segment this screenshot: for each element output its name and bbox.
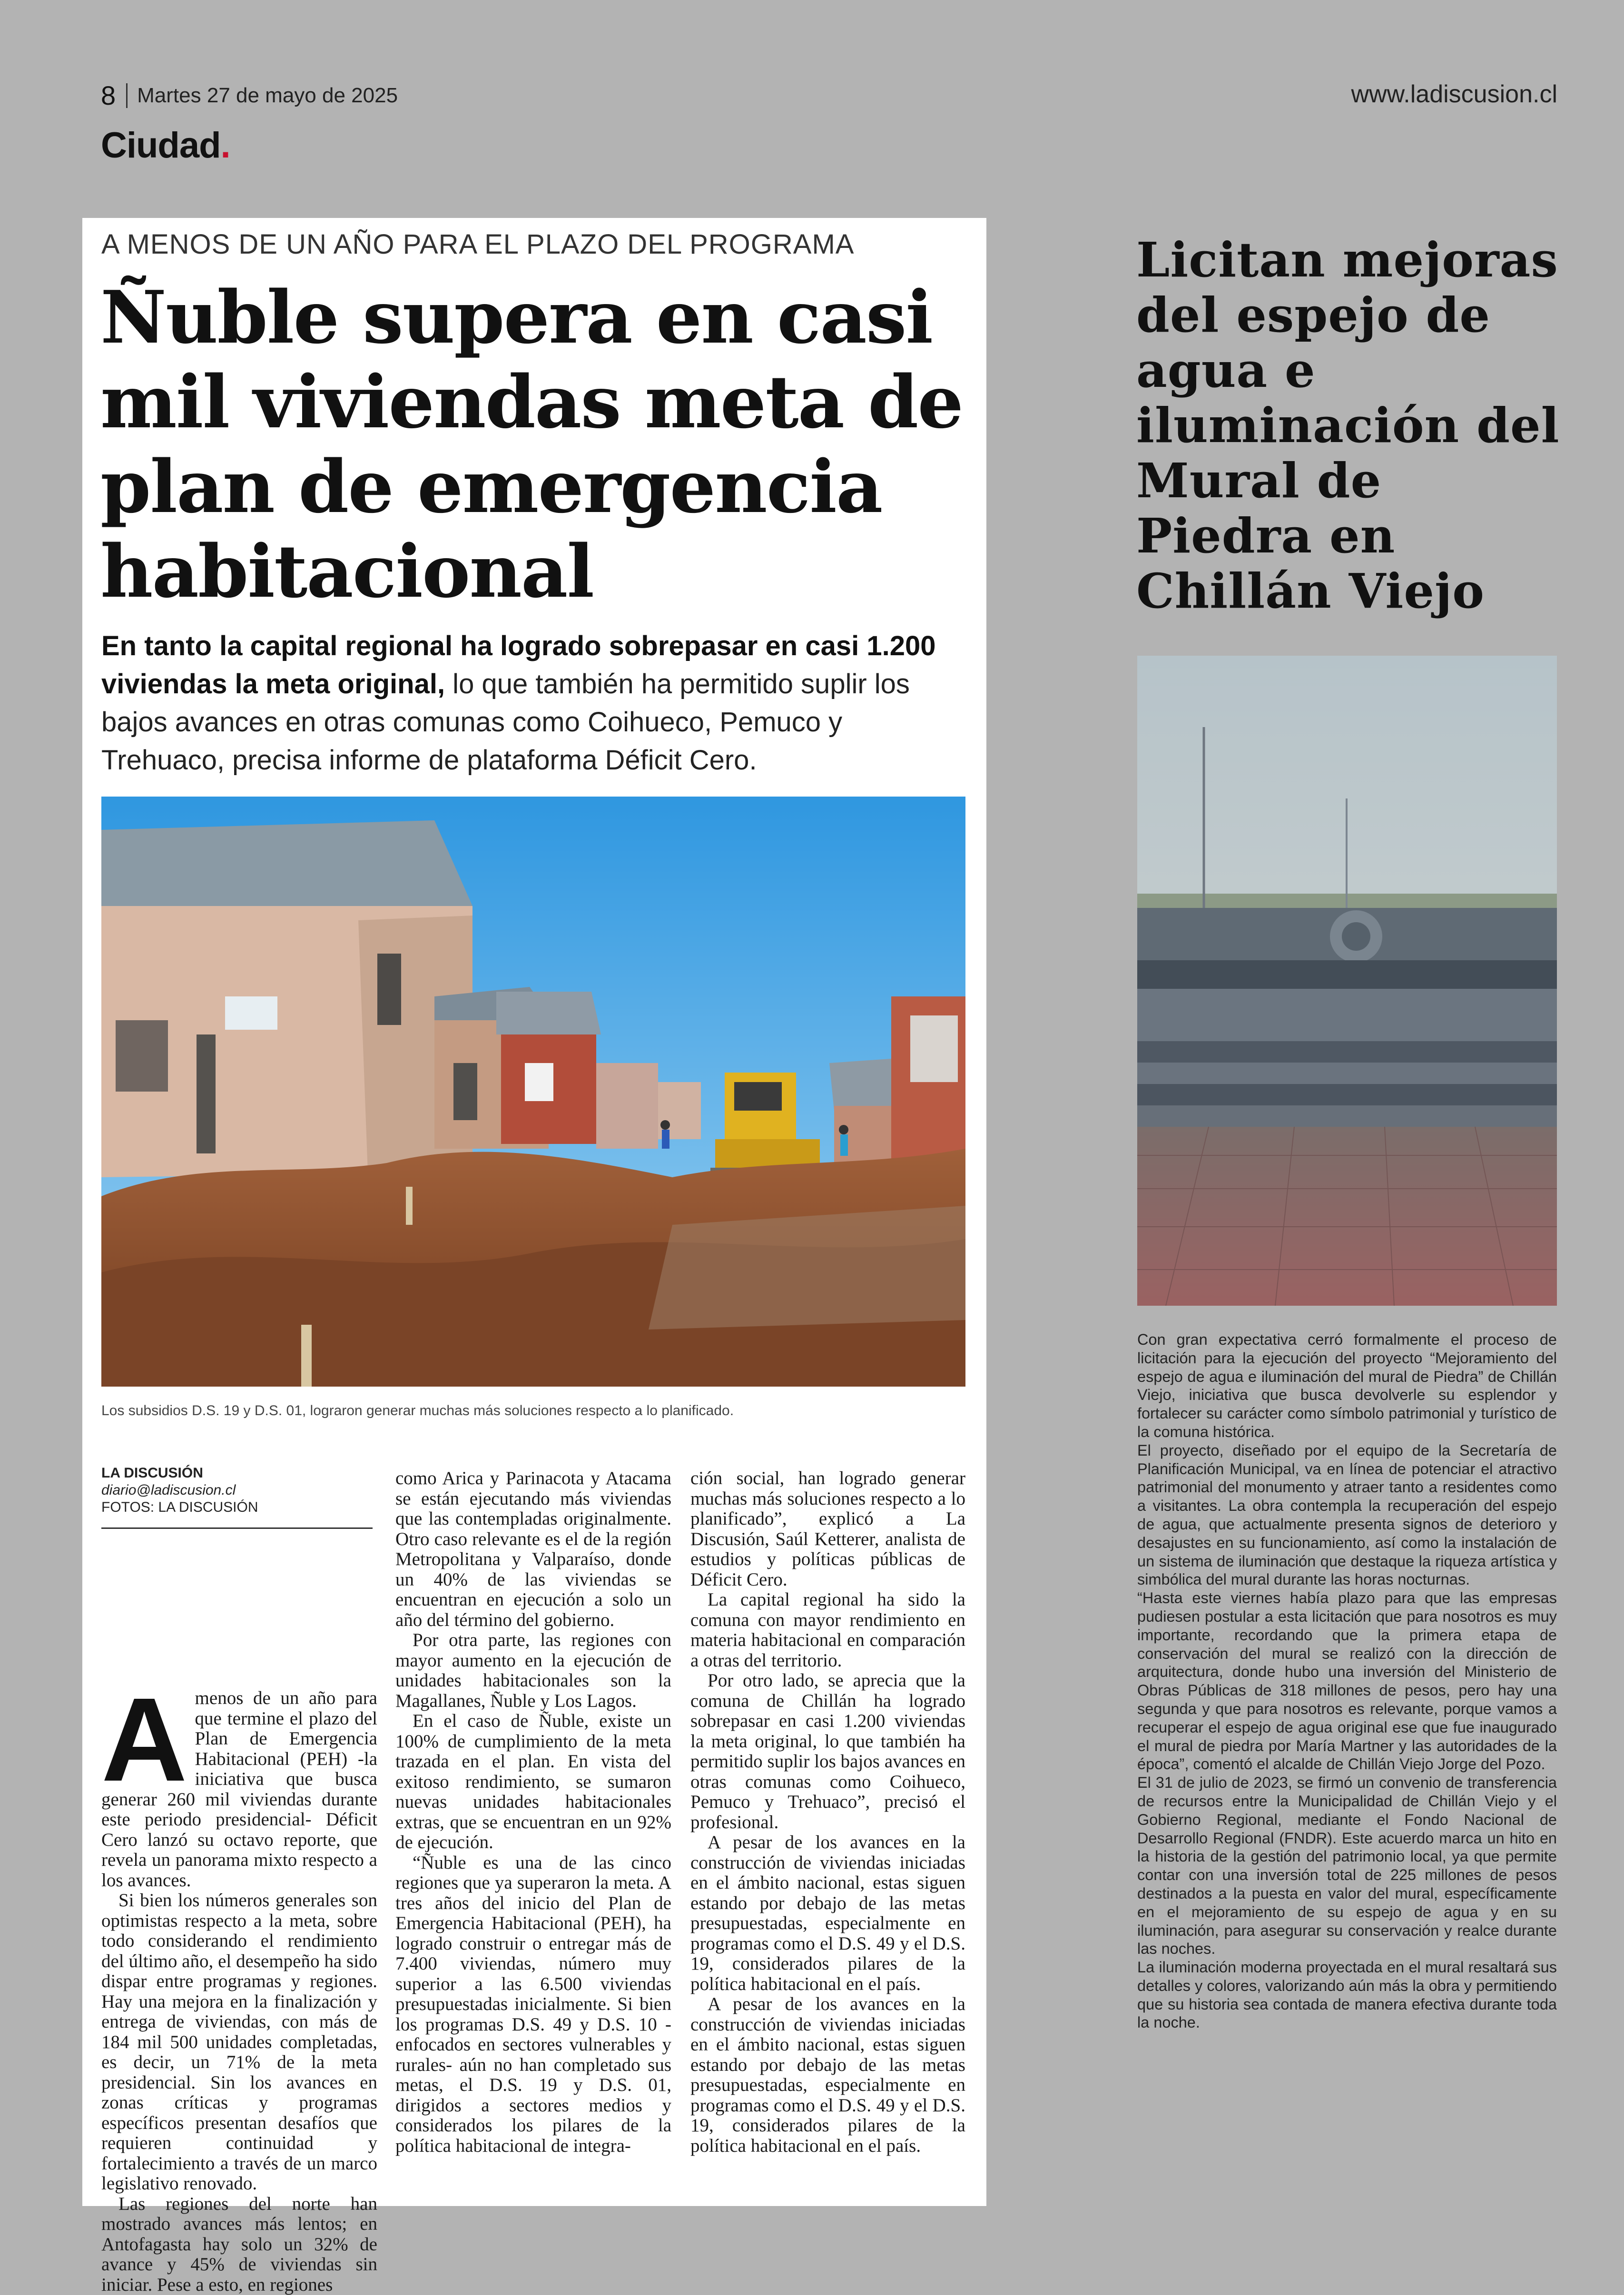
paragraph: El proyecto, diseñado por el equipo de la Secretaría de Planificación Municipal, va en línea de potenciar el atractivo patrimonial del monumento y atraer tanto a residentes como a visitantes. La obra contempla la recuperación del espejo de agua, que actualmente presenta signos de deterioro y desajustes en su funcionamiento, así como la instalación de un sistema de iluminación que destaque la riqueza artística y simbólica del mural durante las horas nocturnas. [1137,1441,1557,1589]
paragraph: “Ñuble es una de las cinco regiones que ya superaron la meta. A tres años del inicio del Plan de Emergencia Habitacional (PEH), ha logrado construir o entregar más de 7.400 viviendas, número muy superior a las 6.500 viviendas presupuestadas inicialmente. Si bien los programas D.S. 49 y D.S. 10 -enfocados en sectores vulnerables y rurales- aún no han completado sus metas, el D.S. 19 y D.S. 01, dirigidos a sectores medios y considerados los pilares de la política habitacional de integra- [395,1853,671,2157]
dek-bold: En tanto la capital regional ha logrado sobrepasar en casi 1.200 viviendas la meta original, [101,630,935,699]
site-url: www.ladiscusion.cl [1351,80,1558,108]
paragraph: “Hasta este viernes había plazo para que las empresas pudiesen postular a esta licitación que para nosotros es muy importante, recordando que la primera etapa de conservación del mural se realizó con la dirección de arquitectura, donde hubo una inversión del Ministerio de Obras Públicas de 318 millones de pesos, pero hay una segunda y que para nosotros es relevante, porque vamos a recuperar el espejo de agua original ese que fue inaugurado el mural de piedra por María Martner y las autoridades de la época”, comentó el alcalde de Chillán Viejo Jorge del Pozo. [1137,1589,1557,1773]
drop-cap: A [101,1692,187,1787]
paragraph: El 31 de julio de 2023, se firmó un convenio de transferencia de recursos entre la Municipalidad de Chillán Viejo y el Gobierno Regional, mediante el Fondo Nacional de Desarrollo Regional (FNDR). Este acuerdo marca un hito en la historia de la gestión del patrimonio local, ya que permite contar con una inversión total de 225 millones de pesos destinados a la puesta en valor del mural, específicamente en el mejoramiento de su espejo de agua y en su iluminación, para asegurar su conservación y realce durante las noches. [1137,1773,1557,1958]
paragraph: Las regiones del norte han mostrado avances más lentos; en Antofagasta hay solo un 32% de avance y 45% de viviendas sin iniciar. Pese a esto, en regiones [101,2194,377,2295]
issue-date: Martes 27 de mayo de 2025 [137,84,398,108]
byline-email: diario@ladiscusion.cl [101,1482,373,1499]
paragraph: Por otro lado, se aprecia que la comuna de Chillán ha logrado sobrepasar en casi 1.200 viviendas la meta original, lo que también ha permitido suplir los bajos avances en otras comunas como Coihueco, Pemuco y Trehuaco”, precisó el profesional. [690,1671,965,1832]
paragraph: La capital regional ha sido la comuna con mayor rendimiento en materia habitacional en comparación a otras del territorio. [690,1590,965,1671]
paragraph: A pesar de los avances en la construcción de viviendas iniciadas en el ámbito nacional, estas siguen estando por debajo de las metas presupuestadas, especialmente en programas como el D.S. 49 y el D.S. 19, considerados pilares de la política habitacional en el país. [690,1994,965,2156]
paragraph: Si bien los números generales son optimistas respecto a la meta, sobre todo considerando el rendimiento del último año, el desempeño ha sido dispar entre programas y regiones. Hay una mejora en la finalización y entrega de viviendas, con más de 184 mil 500 unidades completadas, es decir, un 71% de la meta presidencial. Sin los avances en zonas críticas y programas específicos presentan desafíos que requieren continuidad y fortalecimiento a través de un marco legislativo renovado. [101,1891,377,2194]
paragraph: Por otra parte, las regiones con mayor aumento en la ejecución de unidades habitacionales son la Magallanes, Ñuble y Los Lagos. [395,1630,671,1711]
paragraph: A pesar de los avances en la construcción de viviendas iniciadas en el ámbito nacional, estas siguen estando por debajo de las metas presupuestadas, especialmente en programas como el D.S. 49 y el D.S. 19, considerados pilares de la política habitacional en el país. [690,1832,965,1994]
paragraph: Amenos de un año para que termine el plazo del Plan de Emergencia Habitacional (PEH) -la iniciativa que busca generar 260 mil viviendas durante este periodo presidencial- Déficit Cero lanzó su octavo reporte, que revela un panorama mixto respecto a los avances. [101,1688,377,1891]
housing-construction-photo [101,797,965,1387]
paragraph: En el caso de Ñuble, existe un 100% de cumplimiento de la meta trazada en el plan. En vista del exitoso rendimiento, se sumaron nuevas unidades habitacionales extras, que se encuentran en un 92% de ejecución. [395,1711,671,1853]
section-label [101,125,230,166]
main-article [82,218,986,2206]
photo-caption: Los subsidios D.S. 19 y D.S. 01, lograron generar muchas más soluciones respecto a lo planificado. [101,1403,967,1419]
paragraph: La iluminación moderna proyectada en el mural resaltará sus detalles y colores, valorizando aún más la obra y permitiendo que su historia sea contada de manera efectiva durante toda la noche. [1137,1958,1557,2032]
paragraph: ción social, han logrado generar muchas más soluciones respecto a lo planificado”, explicó a La Discusión, Saúl Ketterer, analista de estudios y políticas públicas de Déficit Cero. [690,1468,965,1590]
paragraph: como Arica y Parinacota y Atacama se están ejecutando más viviendas que las contempladas originalmente. Otro caso relevante es el de la región Metropolitana y Valparaíso, donde un 40% de las viviendas se encuentran en ejecución a solo un año del término del gobierno. [395,1468,671,1630]
section-name: Ciudad [101,125,221,166]
mural-de-piedra-photo [1137,656,1557,1306]
page-header-left [101,80,398,111]
byline [101,1465,373,1529]
article-kicker: A MENOS DE UN AÑO PARA EL PLAZO DEL PROGRAMA [101,228,854,260]
section-dot-icon: . [221,125,230,166]
article-headline: Ñuble supera en casi mil viviendas meta de plan de emergencia habitacional [100,275,976,614]
article-column-2 [395,1468,671,2156]
article-column-1 [101,1688,377,2295]
sidebar-headline: Licitan mejoras del espejo de agua e iluminación del Mural de Piedra en Chillán Viejo [1136,232,1565,619]
byline-photos: FOTOS: LA DISCUSIÓN [101,1499,373,1516]
paragraph: Con gran expectativa cerró formalmente el proceso de licitación para la ejecución del proyecto “Mejoramiento del espejo de agua e iluminación del mural de Piedra” de Chillán Viejo, iniciativa que busca devolverle su esplendor y fortalecer su carácter como símbolo patrimonial y turístico de la comuna histórica. [1137,1330,1557,1441]
article-column-3 [690,1468,965,2156]
byline-name: LA DISCUSIÓN [101,1465,373,1482]
dek-rest: lo que también ha permitido suplir los bajos avances en otras comunas como Coihueco, Pemuco y Trehuaco, precisa informe de plataforma Déficit Cero. [101,669,910,776]
header-divider [126,83,128,108]
article-dek [101,627,967,779]
page-number: 8 [101,80,116,111]
sidebar-body [1137,1330,1557,2032]
